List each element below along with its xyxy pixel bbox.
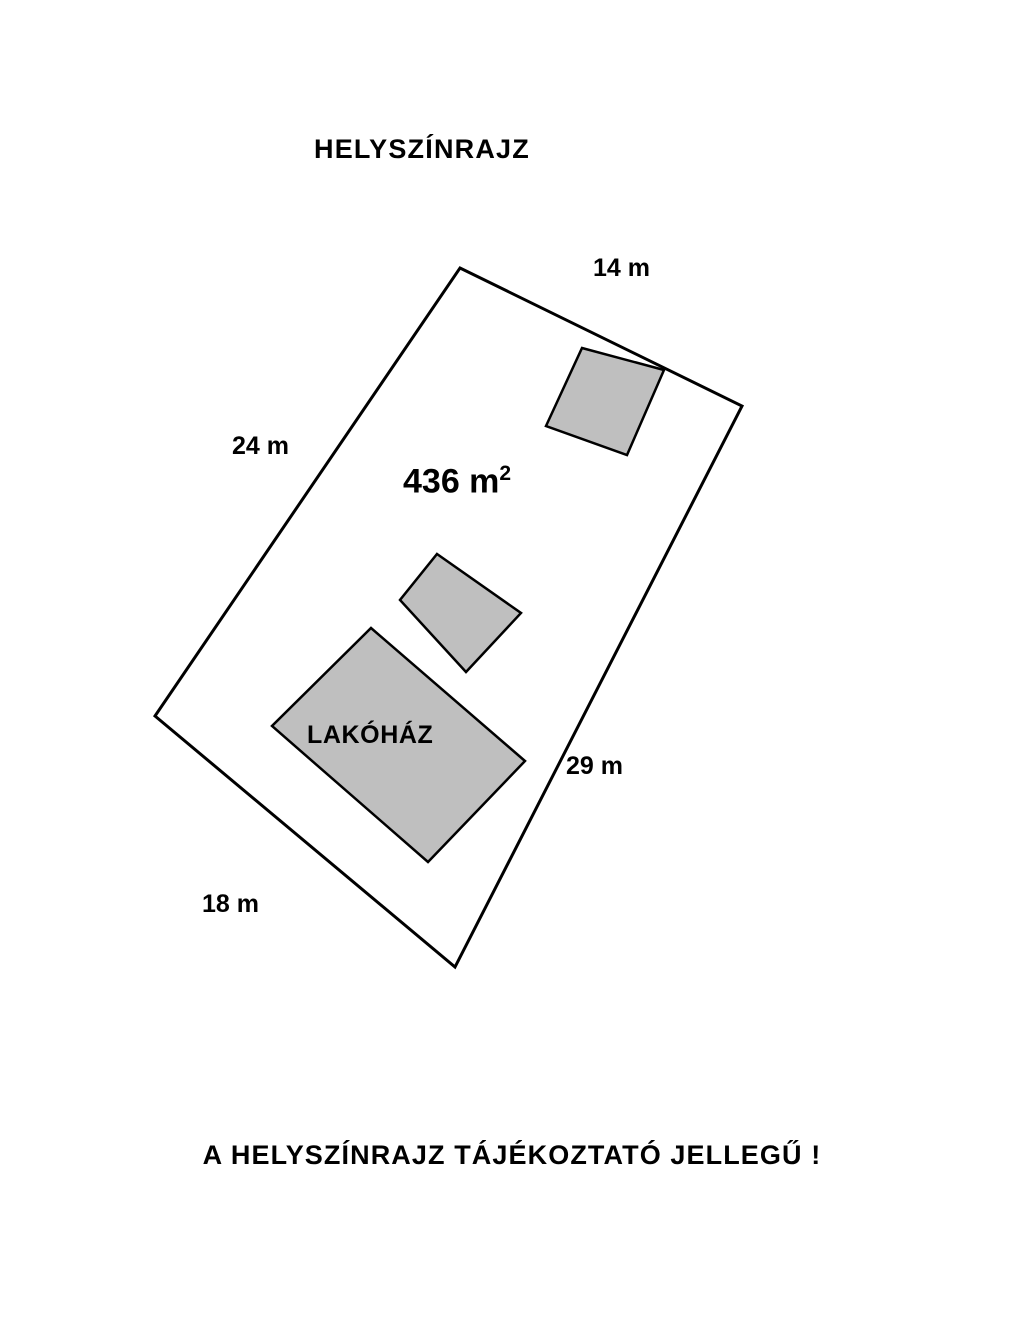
plot-area-exponent: 2 — [499, 462, 512, 485]
edge-label-top: 14 m — [593, 254, 650, 282]
footer-note: A HELYSZÍNRAJZ TÁJÉKOZTATÓ JELLEGŰ ! — [202, 1140, 822, 1170]
house-label: LAKÓHÁZ — [307, 721, 434, 749]
edge-label-right: 29 m — [566, 752, 623, 780]
edge-label-left: 24 m — [232, 432, 289, 460]
plot-area-value: 436 m — [403, 462, 500, 501]
plot-area-label — [403, 462, 511, 501]
page-title: HELYSZÍNRAJZ — [314, 134, 530, 164]
edge-label-bottom: 18 m — [202, 890, 259, 918]
